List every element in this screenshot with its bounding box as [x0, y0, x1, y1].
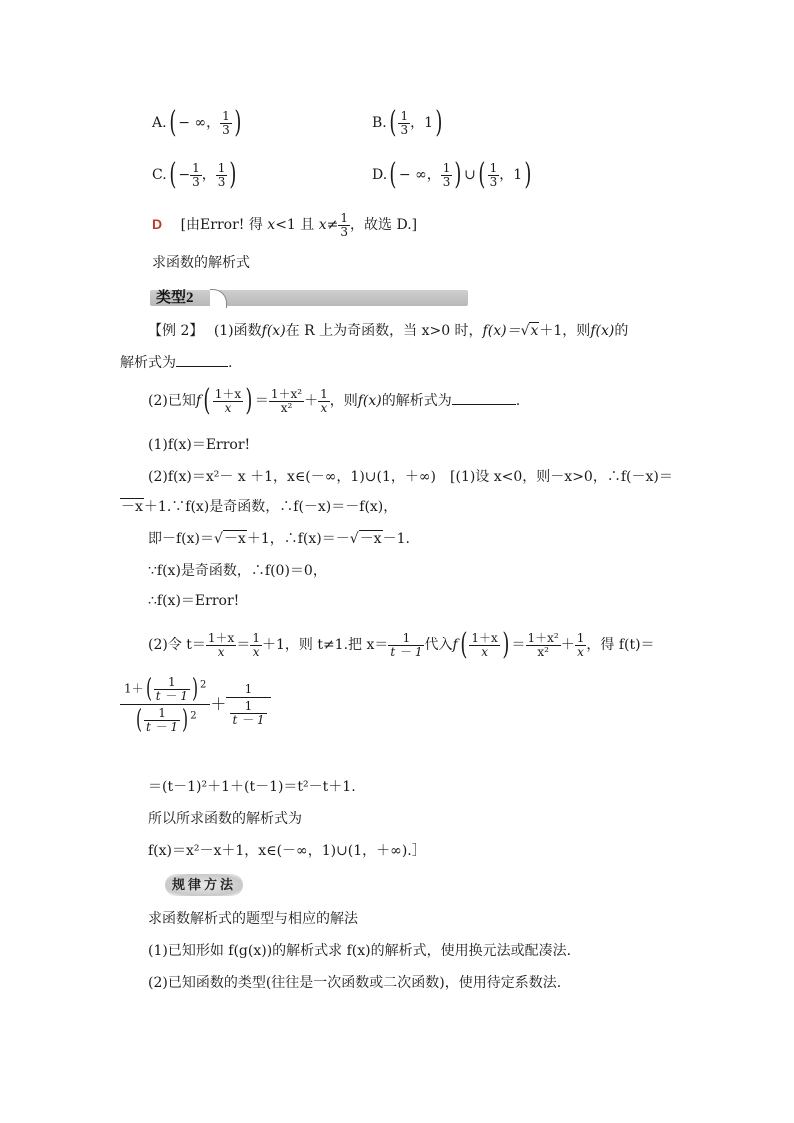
- fraction: $\frac{\text{1＋x²}}{\text{x²}}$: [270, 386, 303, 415]
- fraction: $\frac{1+x}{x}$: [207, 630, 235, 659]
- fraction: $\frac{\text{1＋x²}}{\text{x²}}$: [527, 630, 559, 659]
- fraction: $\frac{1}{t - 1}$: [232, 699, 265, 727]
- fraction: $\frac{1}{3}$: [217, 160, 226, 189]
- rule-method-badge: 规律方法: [165, 874, 243, 896]
- fraction: $\frac{1+x}{x}$: [214, 386, 242, 415]
- option-b-label: B.: [372, 115, 387, 131]
- section-title: 求函数的解析式: [152, 255, 250, 271]
- method-item-1: (1)已知形如 f(g(x))的解析式求 f(x)的解析式，使用换元法或配凑法.: [148, 943, 572, 959]
- type-banner: [150, 290, 468, 306]
- option-a: A.( − ∞， $\frac{1}{3}$ ): [152, 105, 242, 140]
- answer-line: D [由Error! 得 x<1 且 x≠ $\frac{1}{3}$ ，故选 D.]: [152, 211, 418, 239]
- solution-line-7: (2)令 t＝ $\frac{1+x}{x}$ ＝ $\frac{1}{x}$ ＋1，则 t≠1.把 x＝ $\frac{1}{t - 1}$ 代入f( $\frac{1+x}{x}$ ) ＝ $\frac{\text{1＋x²}}{\text{x²}}$ ＋ $\frac{1}{x}$ ，得 f(t)＝: [148, 627, 655, 662]
- solution-line-3: －x＋1.∵f(x)是奇函数，∴f(－x)＝－f(x)，: [121, 499, 398, 515]
- fraction-big-1: 1＋( $\frac{1}{t - 1}$ ) $^2$ ( $\frac{1}{t - 1}$ ) $^2$: [120, 676, 210, 733]
- fraction: $\frac{1}{t - 1}$: [155, 675, 188, 703]
- option-a-label: A.: [152, 115, 167, 131]
- fraction: $\frac{1}{3}$: [489, 160, 498, 189]
- example-line-2: 解析式为 .: [120, 355, 233, 371]
- fraction: $\frac{1}{x}$: [252, 630, 260, 659]
- fraction: $\frac{1}{3}$: [442, 160, 451, 189]
- solution-line-5: ∵f(x)是奇函数，∴f(0)＝0，: [148, 563, 327, 579]
- fraction: $\frac{1}{3}$: [400, 108, 409, 137]
- option-b: B.( $\frac{1}{3}$ ，1): [372, 105, 443, 140]
- solution-line-2: (2)f(x)＝x²－ x ＋1，x∈(－∞，1)∪(1，＋∞) [(1)设 x<0，则－x>0，∴f(－x)＝: [148, 469, 673, 485]
- example-line-1: 【例 2】 (1)函数f(x)在 R 上为奇函数，当 x>0 时，f(x)＝√x＋1，则f(x)的: [148, 323, 629, 339]
- method-title: 求函数解析式的题型与相应的解法: [148, 911, 358, 927]
- example-line-3: (2)已知f( $\frac{1+x}{x}$ ) ＝ $\frac{\text{1＋x²}}{\text{x²}}$ ＋ $\frac{1}{x}$ ，则f(x)的解析式为 .: [148, 383, 521, 418]
- answer-blank: [176, 366, 228, 367]
- option-c: C.( − $\frac{1}{3}$ ， $\frac{1}{3}$ ): [152, 157, 237, 192]
- solution-line-1: (1)f(x)＝Error!: [148, 437, 251, 453]
- fraction: $\frac{1}{t - 1}$: [390, 630, 423, 659]
- option-d-label: D.: [372, 167, 388, 183]
- solution-line-9: ＝(t－1)²＋1＋(t－1)＝t²－t＋1.: [148, 779, 356, 795]
- option-c-label: C.: [152, 167, 167, 183]
- compound-fraction: 1＋( $\frac{1}{t - 1}$ ) $^2$ ( $\frac{1}{t - 1}$ ) $^2$ ＋ $\frac{1}{\frac{1}{t - 1}}$: [120, 676, 271, 733]
- fraction: $\frac{1}{x}$: [320, 386, 328, 415]
- solution-line-6: ∴f(x)＝Error!: [148, 593, 240, 609]
- fraction-big-2: $\frac{1}{\frac{1}{t - 1}}$: [226, 683, 270, 726]
- type-label: 类型2: [156, 290, 194, 306]
- solution-line-10: 所以所求函数的解析式为: [148, 811, 302, 827]
- fraction: $\frac{1}{x}$: [576, 630, 585, 659]
- fraction: $\frac{1}{t - 1}$: [145, 706, 179, 734]
- solution-line-4: 即－f(x)＝√－x＋1，∴f(x)＝－√－x－1.: [148, 531, 410, 547]
- answer-letter: D: [152, 216, 163, 233]
- fraction: $\frac{1}{3}$: [222, 108, 230, 137]
- option-d: D.( − ∞， $\frac{1}{3}$ ) ∪( $\frac{1}{3}$ ，1): [372, 157, 532, 192]
- method-item-2: (2)已知函数的类型(往往是一次函数或二次函数)，使用待定系数法.: [148, 975, 562, 991]
- fraction: $\frac{1}{3}$: [340, 211, 349, 239]
- answer-blank: [452, 404, 516, 405]
- fraction: $\frac{1+x}{x}$: [471, 630, 498, 659]
- example-label: 【例 2】: [148, 323, 204, 339]
- fraction: $\frac{1}{3}$: [192, 160, 200, 189]
- solution-line-11: f(x)＝x²－x＋1，x∈(－∞，1)∪(1，＋∞).］: [148, 843, 426, 859]
